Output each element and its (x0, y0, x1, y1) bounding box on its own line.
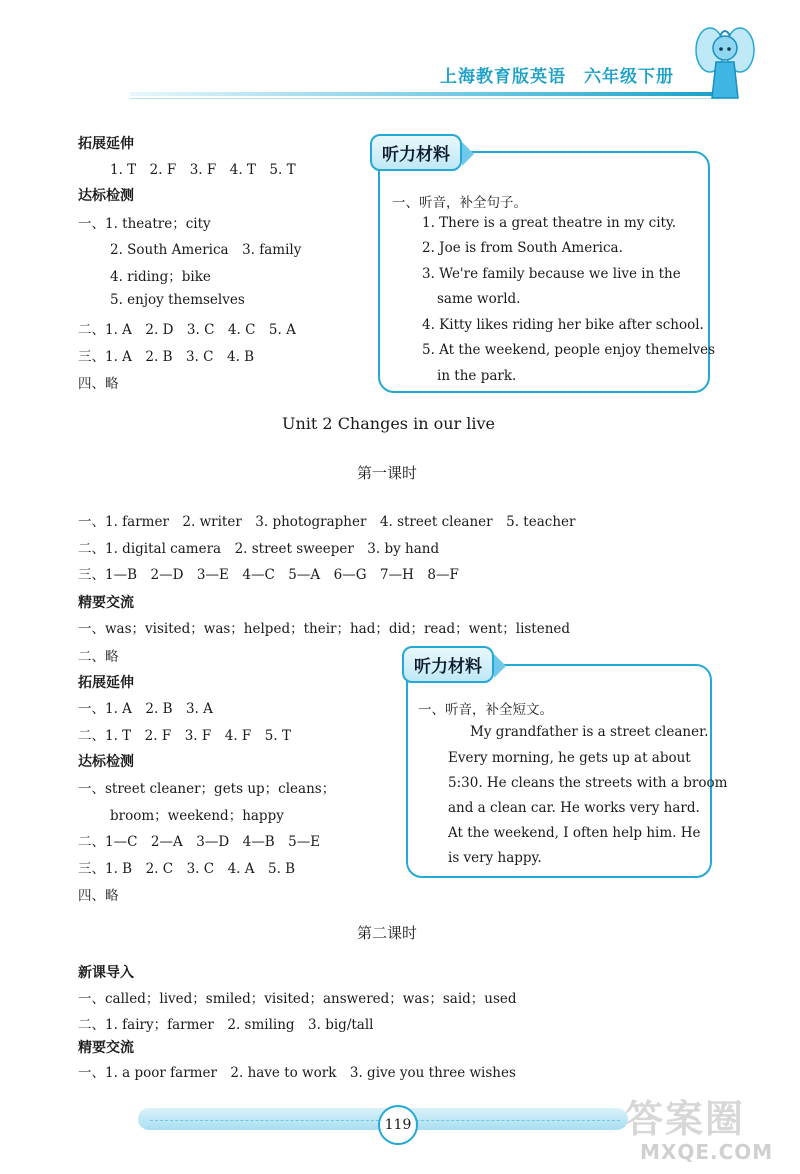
page-number: 119 (378, 1105, 418, 1145)
listening-material-box (378, 151, 716, 393)
section-heading-exchange: 精要交流 (78, 1040, 134, 1056)
lesson-title: 第一课时 (357, 464, 418, 482)
tab-label: 听力材料 (414, 657, 482, 677)
answer-line: 一、street cleaner；gets up；cleans； (78, 781, 336, 797)
answer-line: 1. T 2. F 3. F 4. T 5. T (110, 162, 296, 178)
unit-title: Unit 2 Changes in our live (282, 414, 496, 433)
answer-line: 四、略 (78, 888, 119, 904)
tab-arrow-icon (494, 654, 506, 678)
answer-line: 三、1. A 2. B 3. C 4. B (78, 349, 255, 365)
answer-line: 一、1. theatre；city (78, 216, 211, 232)
section-heading-exchange: 精要交流 (78, 595, 134, 611)
answer-line: 二、1. A 2. D 3. C 4. C 5. A (78, 322, 296, 338)
answer-line: 二、1. fairy；farmer 2. smiling 3. big/tall (78, 1017, 374, 1033)
lesson-title: 第二课时 (357, 924, 418, 942)
answer-line: 二、1. T 2. F 3. F 4. F 5. T (78, 728, 291, 744)
section-heading-extension: 拓展延伸 (78, 136, 134, 152)
watermark-logo: 答案圈 (625, 1097, 746, 1141)
answer-line: 二、1—C 2—A 3—D 4—B 5—E (78, 834, 321, 850)
answer-line: 一、1. A 2. B 3. A (78, 701, 213, 717)
answer-line: 4. riding；bike (110, 269, 211, 285)
section-heading-test: 达标检测 (78, 188, 134, 204)
answer-line: 一、called；lived；smiled；visited；answered；was；said；used (78, 991, 517, 1007)
box-line: My grandfather is a street cleaner. (470, 724, 709, 740)
tab-arrow-icon (462, 142, 474, 166)
box-line: 5. At the weekend, people enjoy themelves (422, 342, 716, 358)
listening-material-box (406, 664, 728, 878)
answer-line: 一、1. farmer 2. writer 3. photographer 4. street cleaner 5. teacher (78, 514, 576, 530)
box-line: At the weekend, I often help him. He (448, 825, 701, 841)
box-line: 2. Joe is from South America. (422, 240, 623, 256)
section-heading-extension: 拓展延伸 (78, 675, 134, 691)
answer-line: 一、1. a poor farmer 2. have to work 3. give you three wishes (78, 1065, 516, 1081)
answer-line: 5. enjoy themselves (110, 292, 245, 308)
watermark-url: MXQE.COM (640, 1140, 774, 1164)
header-rule (130, 92, 720, 96)
answer-line: 二、1. digital camera 2. street sweeper 3. by hand (78, 541, 440, 557)
answer-line: 三、1—B 2—D 3—E 4—C 5—A 6—G 7—H 8—F (78, 567, 459, 583)
answer-line: 三、1. B 2. C 3. C 4. A 5. B (78, 861, 296, 877)
section-heading-intro: 新课导入 (78, 965, 134, 981)
box-line: 1. There is a great theatre in my city. (422, 215, 677, 231)
box-line: 5:30. He cleans the streets with a broom (448, 775, 728, 791)
box-line: 3. We're family because we live in the (422, 266, 681, 282)
fairy-mascot-icon (690, 20, 760, 110)
box-heading: 一、听音，补全短文。 (418, 702, 553, 718)
box-heading: 一、听音，补全句子。 (392, 195, 527, 211)
header-rule-thin (130, 98, 720, 99)
answer-line: 2. South America 3. family (110, 242, 302, 258)
box-line: in the park. (437, 368, 517, 384)
box-line: and a clean car. He works very hard. (448, 800, 700, 816)
answer-line: broom；weekend；happy (110, 808, 284, 824)
listening-material-tab (370, 134, 462, 171)
answer-line: 一、was；visited；was；helped；their；had；did；read；went；listened (78, 621, 571, 637)
box-line: Every morning, he gets up at about (448, 750, 691, 766)
listening-material-tab (402, 646, 494, 683)
box-line: same world. (437, 291, 521, 307)
header-title: 上海教育版英语 六年级下册 (440, 67, 674, 87)
answer-line: 四、略 (78, 376, 119, 392)
answer-line: 二、略 (78, 649, 119, 665)
section-heading-test: 达标检测 (78, 754, 134, 770)
box-line: 4. Kitty likes riding her bike after school. (422, 317, 704, 333)
tab-label: 听力材料 (382, 145, 450, 165)
box-line: is very happy. (448, 850, 542, 866)
